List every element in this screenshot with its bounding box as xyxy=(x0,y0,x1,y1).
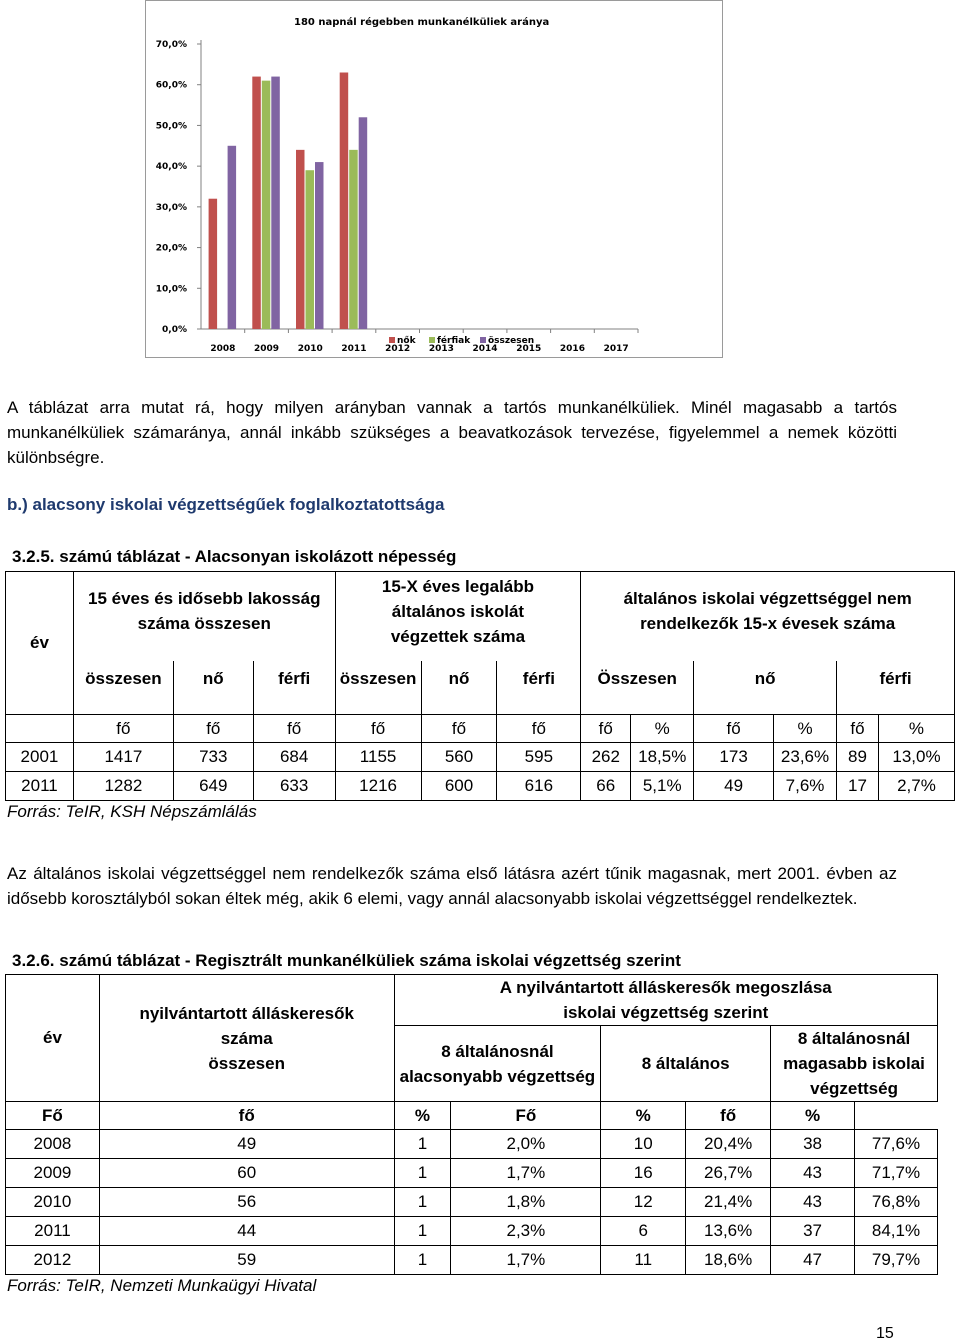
group-header-distribution xyxy=(394,975,937,1026)
bar-nők xyxy=(296,150,305,329)
header-line: általános iskolai végzettséggel nem xyxy=(623,589,912,608)
data-cell: 44 xyxy=(99,1217,394,1246)
data-cell: 13,0% xyxy=(878,743,954,772)
year-cell: 2001 xyxy=(6,743,74,772)
x-tick-label: 2008 xyxy=(210,344,236,354)
x-tick-label: 2012 xyxy=(385,344,411,354)
data-cell: 1,8% xyxy=(451,1188,601,1217)
data-cell: 43 xyxy=(771,1188,855,1217)
table2-source: Forrás: TeIR, Nemzeti Munkaügyi Hivatal xyxy=(7,1276,317,1295)
year-header: év xyxy=(6,572,74,715)
legend-swatch xyxy=(389,337,395,343)
section-heading: b.) alacsony iskolai végzettségűek foglalkoztatottsága xyxy=(7,495,445,514)
legend-swatch xyxy=(429,337,435,343)
unit-cell: Fő xyxy=(451,1102,601,1130)
data-cell: 49 xyxy=(694,772,774,801)
table-row xyxy=(6,1188,938,1217)
subheader-8-grade: 8 általános xyxy=(601,1026,771,1102)
legend-swatch xyxy=(480,337,486,343)
unit-cell: fő xyxy=(99,1102,394,1130)
header-line: rendelkezők 15-x évesek száma xyxy=(640,614,896,633)
table-row xyxy=(6,743,955,772)
data-cell: 1,7% xyxy=(451,1159,601,1188)
data-cell: 60 xyxy=(99,1159,394,1188)
table-row xyxy=(6,1246,938,1275)
header-line: 15 éves és idősebb lakosság xyxy=(88,589,321,608)
data-cell: 21,4% xyxy=(686,1188,771,1217)
subheader: férfi xyxy=(253,661,335,715)
data-cell: 595 xyxy=(497,743,581,772)
y-tick-label: 30,0% xyxy=(155,202,187,213)
data-cell: 26,7% xyxy=(686,1159,771,1188)
group-header-uneducated xyxy=(581,572,955,661)
year-cell: 2011 xyxy=(6,1217,100,1246)
data-cell: 18,5% xyxy=(631,743,694,772)
data-cell: 84,1% xyxy=(855,1217,938,1246)
unit-cell: fő xyxy=(497,715,581,743)
unit-cell: fő xyxy=(421,715,497,743)
unit-cell: % xyxy=(774,715,837,743)
table2-caption: 3.2.6. számú táblázat - Regisztrált munkanélküliek száma iskolai végzettség szerint xyxy=(12,951,681,970)
group-header-population xyxy=(73,572,335,661)
header-line: végzettség xyxy=(810,1079,898,1098)
data-cell: 47 xyxy=(771,1246,855,1275)
subheader: nő xyxy=(694,661,837,715)
data-cell: 1 xyxy=(394,1246,451,1275)
subheader: Összesen xyxy=(581,661,694,715)
data-cell: 79,7% xyxy=(855,1246,938,1275)
data-cell: 684 xyxy=(253,743,335,772)
unit-cell: fő xyxy=(694,715,774,743)
year-header: év xyxy=(6,975,100,1102)
table-row xyxy=(6,1217,938,1246)
group-header-jobseekers xyxy=(99,975,394,1102)
data-cell: 173 xyxy=(694,743,774,772)
subheader: férfi xyxy=(837,661,955,715)
unit-cell: % xyxy=(878,715,954,743)
bar-nők xyxy=(252,77,260,329)
data-cell: 1155 xyxy=(335,743,421,772)
header-line: végzettek száma xyxy=(390,627,526,646)
subheader: nő xyxy=(421,661,497,715)
intro-paragraph: A táblázat arra mutat rá, hogy milyen arányban vannak a tartós munkanélküliek. Minél magasabb a tartós munkanélküliek számaránya, annál inkább szükséges a beavatkozások tervezése, figyelemmel a nemek közötti különbségre. xyxy=(7,398,897,467)
data-cell: 560 xyxy=(421,743,497,772)
data-cell: 66 xyxy=(581,772,631,801)
unit-cell: fő xyxy=(173,715,253,743)
unit-cell: Fő xyxy=(6,1102,100,1130)
header-line: A nyilvántartott álláskeresők megoszlása xyxy=(499,978,832,997)
data-cell: 38 xyxy=(771,1130,855,1159)
y-tick-label: 70,0% xyxy=(155,40,187,50)
data-cell: 649 xyxy=(173,772,253,801)
data-cell: 1,7% xyxy=(451,1246,601,1275)
data-cell: 262 xyxy=(581,743,631,772)
header-line: általános iskolát xyxy=(391,602,525,621)
header-line: 8 általánosnál xyxy=(441,1041,554,1061)
explanation-paragraph: Az általános iskolai végzettséggel nem rendelkezők száma első látásra azért tűnik magasnak, mert 2001. évben az idősebb korosztályból sokan éltek még, akik 6 elemi, vagy annál alacsonyabb iskolai végzettséggel rendelkeztek. xyxy=(7,864,897,908)
bar-összesen xyxy=(359,117,368,329)
unit-cell-empty xyxy=(6,715,74,743)
y-tick-label: 50,0% xyxy=(155,121,187,132)
year-cell: 2008 xyxy=(6,1130,100,1159)
data-cell: 71,7% xyxy=(855,1159,938,1188)
x-tick-label: 2014 xyxy=(472,344,498,354)
header-line: 15-X éves legalább xyxy=(381,577,535,596)
data-cell: 1 xyxy=(394,1188,451,1217)
data-cell: 18,6% xyxy=(686,1246,771,1275)
unit-cell: % xyxy=(631,715,694,743)
data-cell: 7,6% xyxy=(774,772,837,801)
legend-label: nők xyxy=(397,336,416,346)
unit-cell: fő xyxy=(335,715,421,743)
data-cell: 23,6% xyxy=(774,743,837,772)
x-tick-label: 2015 xyxy=(516,344,542,354)
table-row xyxy=(6,1159,938,1188)
year-cell: 2011 xyxy=(6,772,74,801)
data-cell: 1417 xyxy=(73,743,173,772)
data-cell: 616 xyxy=(497,772,581,801)
unit-cell: fő xyxy=(837,715,879,743)
data-cell: 77,6% xyxy=(855,1130,938,1159)
data-cell: 2,7% xyxy=(878,772,954,801)
unit-cell: fő xyxy=(73,715,173,743)
bar-nők xyxy=(340,73,349,330)
data-cell: 600 xyxy=(421,772,497,801)
subheader: összesen xyxy=(73,661,173,715)
unit-cell: fő xyxy=(686,1102,771,1130)
bar-férfiak xyxy=(306,170,315,329)
data-cell: 43 xyxy=(771,1159,855,1188)
group-header-educated xyxy=(335,572,581,661)
data-cell: 20,4% xyxy=(686,1130,771,1159)
data-cell: 1 xyxy=(394,1217,451,1246)
table-row xyxy=(6,772,955,801)
data-cell: 1216 xyxy=(335,772,421,801)
bar-férfiak xyxy=(349,150,358,329)
x-tick-label: 2013 xyxy=(428,344,454,354)
header-line: 8 általánosnál xyxy=(797,1029,911,1048)
bar-összesen xyxy=(315,162,324,329)
header-line: magasabb iskolai xyxy=(783,1054,925,1073)
bar-férfiak xyxy=(262,81,271,329)
low-education-table xyxy=(5,571,955,801)
subheader: férfi xyxy=(497,661,581,715)
year-cell: 2009 xyxy=(6,1159,100,1188)
x-tick-label: 2011 xyxy=(341,344,367,354)
page-number: 15 xyxy=(876,1325,894,1342)
data-cell: 2,3% xyxy=(451,1217,601,1246)
chart-panel xyxy=(145,0,723,358)
x-tick-label: 2009 xyxy=(254,344,280,354)
data-cell: 89 xyxy=(837,743,879,772)
x-tick-label: 2017 xyxy=(603,344,629,354)
year-cell: 2010 xyxy=(6,1188,100,1217)
header-line: alacsonyabb végzettség xyxy=(399,1066,596,1086)
data-cell: 1 xyxy=(394,1159,451,1188)
data-cell: 59 xyxy=(99,1246,394,1275)
header-line: nyilvántartott álláskeresők xyxy=(139,1004,354,1023)
y-tick-label: 40,0% xyxy=(155,162,187,173)
bar-összesen xyxy=(228,146,237,329)
data-cell: 16 xyxy=(601,1159,686,1188)
header-line: összesen xyxy=(208,1054,285,1073)
table1-source: Forrás: TeIR, KSH Népszámlálás xyxy=(7,802,257,821)
x-tick-label: 2016 xyxy=(559,344,585,354)
unit-cell: fő xyxy=(581,715,631,743)
data-cell: 76,8% xyxy=(855,1188,938,1217)
header-line: száma összesen xyxy=(137,614,271,633)
year-cell: 2012 xyxy=(6,1246,100,1275)
unit-cell: % xyxy=(771,1102,855,1130)
data-cell: 56 xyxy=(99,1188,394,1217)
data-cell: 17 xyxy=(837,772,879,801)
data-cell: 5,1% xyxy=(631,772,694,801)
y-tick-label: 0,0% xyxy=(162,325,187,335)
bar-nők xyxy=(209,199,218,329)
registered-unemployed-table xyxy=(5,974,938,1275)
subheader-below-8 xyxy=(394,1026,601,1102)
data-cell: 6 xyxy=(601,1217,686,1246)
bar-chart xyxy=(146,1,724,359)
x-tick-label: 2010 xyxy=(297,344,323,354)
subheader: nő xyxy=(173,661,253,715)
data-cell: 733 xyxy=(173,743,253,772)
chart-title: 180 napnál régebben munkanélküliek aránya xyxy=(294,17,550,28)
data-cell: 1282 xyxy=(73,772,173,801)
data-cell: 13,6% xyxy=(686,1217,771,1246)
data-cell: 49 xyxy=(99,1130,394,1159)
subheader: összesen xyxy=(335,661,421,715)
data-cell: 37 xyxy=(771,1217,855,1246)
data-cell: 633 xyxy=(253,772,335,801)
legend-label: összesen xyxy=(488,336,535,346)
y-tick-label: 60,0% xyxy=(155,80,187,91)
data-cell: 12 xyxy=(601,1188,686,1217)
legend-label: férfiak xyxy=(437,336,471,346)
unit-cell: % xyxy=(394,1102,451,1130)
unit-cell: % xyxy=(601,1102,686,1130)
y-tick-label: 10,0% xyxy=(155,284,187,295)
unit-cell: fő xyxy=(253,715,335,743)
data-cell: 1 xyxy=(394,1130,451,1159)
data-cell: 11 xyxy=(601,1246,686,1275)
subheader-above-8 xyxy=(771,1026,938,1102)
data-cell: 2,0% xyxy=(451,1130,601,1159)
header-line: iskolai végzettség szerint xyxy=(563,1003,769,1022)
table1-caption: 3.2.5. számú táblázat - Alacsonyan iskolázott népesség xyxy=(12,547,457,566)
table-row xyxy=(6,1130,938,1159)
bar-összesen xyxy=(271,77,280,329)
data-cell: 10 xyxy=(601,1130,686,1159)
y-tick-label: 20,0% xyxy=(155,243,187,254)
header-line: száma xyxy=(220,1029,273,1048)
